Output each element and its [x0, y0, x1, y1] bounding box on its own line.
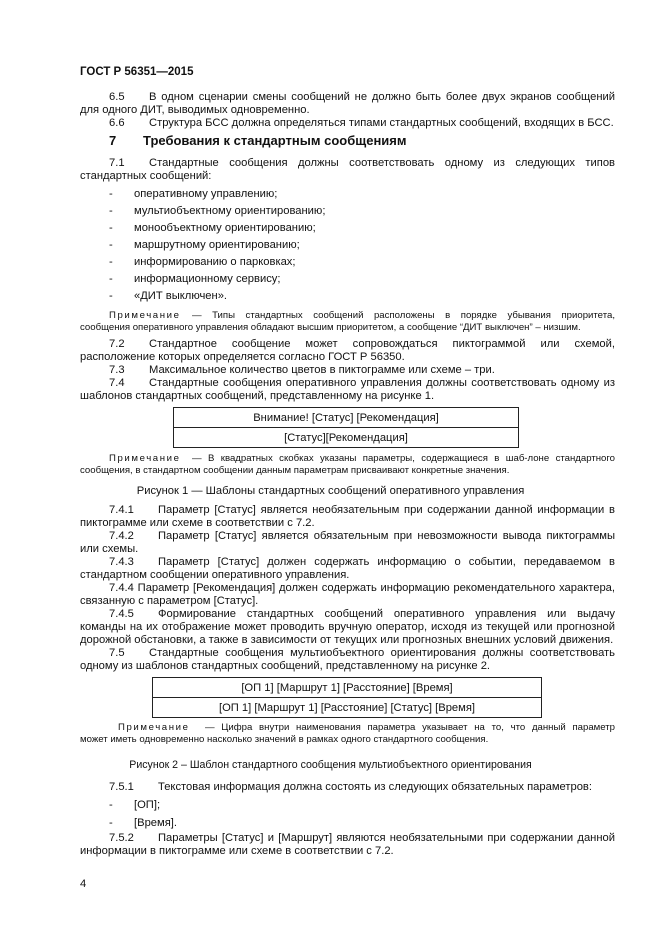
- figure-caption: Рисунок 1 — Шаблоны стандартных сообщений оперативного управления: [136, 485, 525, 497]
- paragraph-text: стандартных сообщений:: [80, 170, 212, 182]
- list-dash: -: [109, 256, 113, 268]
- list-item: [ОП];: [134, 799, 161, 811]
- list-dash: -: [109, 188, 113, 200]
- paragraph-text: Стандартные сообщения мультиобъектного ориентирования должны соответствовать: [149, 647, 615, 659]
- note-text: может иметь одновременно насколько значений в рамках одного стандартного сообщения.: [80, 734, 489, 745]
- note-text: сообщения, в стандартном сообщении данным параметрам присваивают конкретные значения.: [80, 465, 510, 476]
- paragraph-number: 7.3: [109, 364, 125, 376]
- paragraph-text: шаблонов стандартных сообщений, представленному на рисунке 1.: [80, 390, 435, 402]
- paragraph-number: 6.6: [109, 117, 125, 129]
- paragraph-number: 7.4.5: [109, 608, 134, 620]
- paragraph-number: 7.4.1: [109, 504, 134, 516]
- paragraph-text: Параметр [Статус] является необязательным при содержании данной информации в: [158, 504, 615, 516]
- section-number: 7: [109, 133, 117, 148]
- section-title: Требования к стандартным сообщениям: [143, 133, 407, 148]
- paragraph-number: 7.4.3: [109, 556, 134, 568]
- page-number: 4: [80, 878, 87, 890]
- paragraph-text: одному из шаблонов стандартных сообщений, представленному на рисунке 2.: [80, 660, 491, 672]
- list-item: мультиобъектному ориентированию;: [134, 205, 326, 217]
- paragraph-text: Структура БСС должна определяться типами стандартных сообщений, входящих в БСС.: [149, 117, 614, 129]
- paragraph-number: 7.4: [109, 377, 125, 389]
- paragraph-text: связанную с параметром [Статус].: [80, 595, 259, 607]
- list-dash: -: [109, 799, 113, 811]
- figure-2-template-table: [152, 677, 542, 718]
- document-header: ГОСТ Р 56351—2015: [80, 66, 194, 78]
- list-item: оперативному управлению;: [134, 188, 278, 200]
- paragraph-text: стандартном сообщении оперативного управления.: [80, 569, 350, 581]
- paragraph-text: или схемы.: [80, 543, 139, 555]
- note-text: — Типы стандартных сообщений расположены в порядке убывания приоритета,: [192, 310, 615, 321]
- list-dash: -: [109, 290, 113, 302]
- note-label: Примечание: [118, 722, 190, 733]
- paragraph-text: Максимальное количество цветов в пиктограмме или схеме – три.: [149, 364, 495, 376]
- note-label: Примечание: [109, 453, 181, 464]
- note-text: сообщения оперативного управления обладают высшим приоритетом, а сообщение “ДИТ выключен” – низшим.: [80, 322, 581, 333]
- paragraph-text: команды на их отображение может проводить вручную оператор, исходя из текущей или прогнозной: [80, 621, 615, 633]
- list-dash: -: [109, 239, 113, 251]
- paragraph-text: Параметр [Статус] является обязательным при невозможности вывода пиктограммы: [158, 530, 615, 542]
- paragraph-number: 7.5: [109, 647, 125, 659]
- list-dash: -: [109, 817, 113, 829]
- paragraph-text: Параметры [Статус] и [Маршрут] являются необязательными при содержании данной: [158, 832, 615, 844]
- list-item: информированию о парковках;: [134, 256, 296, 268]
- note-label: Примечание: [109, 310, 181, 321]
- list-item: «ДИТ выключен».: [134, 290, 228, 302]
- paragraph-number: 7.1: [109, 157, 125, 169]
- paragraph-text: Стандартные сообщения оперативного управления должны соответствовать одному из: [149, 377, 615, 389]
- paragraph-number: 7.4.2: [109, 530, 134, 542]
- template-row: [ОП 1] [Маршрут 1] [Расстояние] [Время]: [153, 678, 542, 698]
- paragraph-text: дорожной обстановки, а также в зависимости от текущих или прогнозных внешних условий движения.: [80, 634, 614, 646]
- list-dash: -: [109, 205, 113, 217]
- list-item: информационному сервису;: [134, 273, 281, 285]
- note-text: — В квадратных скобках указаны параметры, содержащиеся в шаб-лоне стандартного: [192, 453, 615, 464]
- list-dash: -: [109, 273, 113, 285]
- template-row: [Статус][Рекомендация]: [174, 428, 519, 448]
- paragraph-number: 7.2: [109, 338, 125, 350]
- paragraph-text: Стандартные сообщения должны соответствовать одному из следующих типов: [149, 157, 615, 169]
- figure-1-template-table: [173, 407, 519, 448]
- template-row: Внимание! [Статус] [Рекомендация]: [174, 408, 519, 428]
- note-text: — Цифра внутри наименования параметра указывает на то, что данный параметр: [205, 722, 615, 733]
- paragraph-text: 7.4.4 Параметр [Рекомендация] должен содержать информацию рекомендательного характера,: [109, 582, 615, 594]
- paragraph-text: В одном сценарии смены сообщений не должно быть более двух экранов сообщений: [149, 91, 615, 103]
- list-item: маршрутному ориентированию;: [134, 239, 300, 251]
- paragraph-text: Стандартное сообщение может сопровождаться пиктограммой или схемой,: [149, 338, 615, 350]
- list-dash: -: [109, 222, 113, 234]
- paragraph-number: 6.5: [109, 91, 125, 103]
- list-item: монообъектному ориентированию;: [134, 222, 316, 234]
- template-row: [ОП 1] [Маршрут 1] [Расстояние] [Статус] [Время]: [153, 698, 542, 718]
- paragraph-number: 7.5.1: [109, 781, 134, 793]
- paragraph-text: расположение которых определяется согласно ГОСТ Р 56350.: [80, 351, 405, 363]
- paragraph-text: Формирование стандартных сообщений оперативного управления или выдачу: [158, 608, 615, 620]
- paragraph-text: Параметр [Статус] должен содержать информацию о событии, передаваемом в: [158, 556, 615, 568]
- paragraph-number: 7.5.2: [109, 832, 134, 844]
- list-item: [Время].: [134, 817, 177, 829]
- figure-caption: Рисунок 2 – Шаблон стандартного сообщения мультиобъектного ориентирования: [129, 759, 532, 771]
- paragraph-text: для одного ДИТ, выводимых одновременно.: [80, 104, 310, 116]
- paragraph-text: Текстовая информация должна состоять из следующих обязательных параметров:: [158, 781, 592, 793]
- paragraph-text: информации в пиктограмме или схеме в соответствии с 7.2.: [80, 845, 394, 857]
- paragraph-text: пиктограмме или схеме в соответствии с 7.2.: [80, 517, 315, 529]
